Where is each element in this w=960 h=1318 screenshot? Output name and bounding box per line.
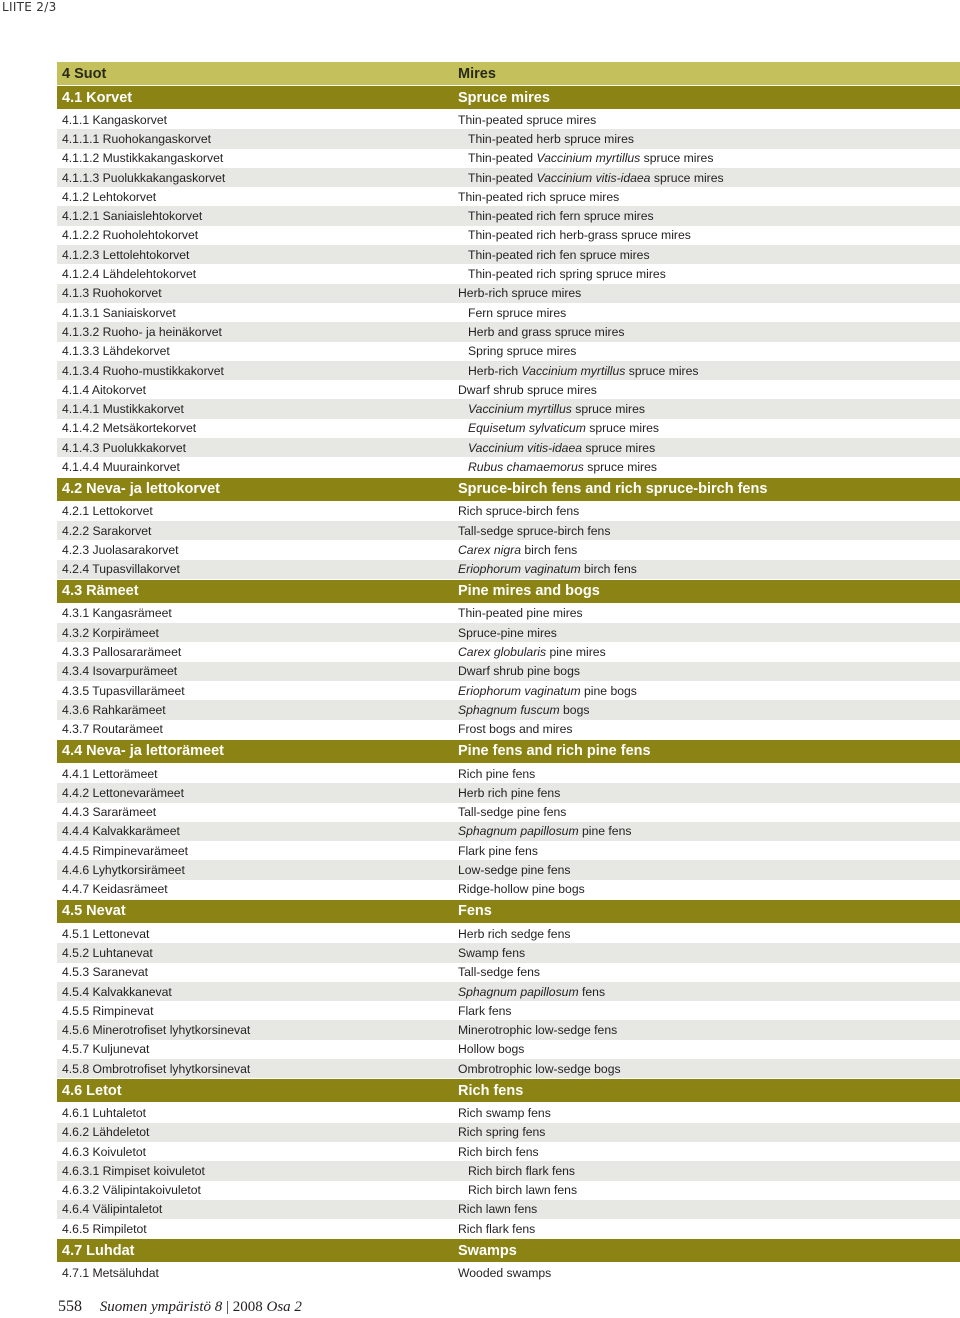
table-row [57,226,960,245]
english-term-suffix: spruce mires [625,363,699,378]
english-term-suffix: spruce mires [583,459,657,474]
finnish-term: 4.6.5 Rimpiletot [62,1221,147,1236]
english-term: Fern spruce mires [468,305,567,320]
table-row [57,803,960,822]
section-title-fi: 4.5 Nevat [62,903,126,920]
english-term: Thin-peated rich spruce mires [458,189,620,204]
finnish-term: 4.1.2.2 Ruoholehtokorvet [62,228,199,243]
table-row [57,604,960,623]
species-name: Eriophorum vaginatum [458,562,581,577]
table-row [57,642,960,661]
english-term [468,441,655,455]
english-term: Thin-peated rich fen spruce mires [468,247,650,262]
english-term: Frost bogs and mires [458,722,573,737]
english-term: Herb rich pine fens [458,785,561,800]
section-title-en: Spruce-birch fens and rich spruce-birch fens [458,481,768,498]
finnish-term: 4.4.3 Sararämeet [62,805,157,820]
table-row [57,1103,960,1122]
english-term-suffix: bogs [559,702,590,717]
table-row [57,149,960,168]
section-title-fi: 4.2 Neva- ja lettokorvet [62,481,220,498]
table-row [57,129,960,148]
finnish-term: 4.3.5 Tupasvillarämeet [62,683,185,698]
english-term: Wooded swamps [458,1266,552,1281]
english-term [458,684,637,698]
english-term-prefix: Thin-peated [468,151,537,166]
finnish-term: 4.6.1 Luhtaletot [62,1106,147,1120]
english-term: Rich birch flark fens [468,1163,576,1178]
table-row [57,720,960,739]
finnish-term: 4.4.6 Lyhytkorsirämeet [62,863,185,878]
english-term: Rich pine fens [458,766,536,781]
section-header-row [57,1079,960,1102]
finnish-term: 4.1.4.2 Metsäkortekorvet [62,421,197,436]
english-term: Thin-peated herb spruce mires [468,131,634,146]
finnish-term: 4.1.1.2 Mustikkakangaskorvet [62,151,224,166]
finnish-term: 4.7.1 Metsäluhdat [62,1266,159,1281]
english-term-suffix: pine bogs [580,683,637,698]
finnish-term: 4.6.4 Välipintaletot [62,1202,163,1217]
english-term: Thin-peated pine mires [458,606,583,621]
finnish-term: 4.5.6 Minerotrofiset lyhytkorsinevat [62,1023,251,1038]
table-row [57,700,960,719]
finnish-term: 4.2.3 Juolasarakorvet [62,542,179,557]
english-term: Low-sedge pine fens [458,863,571,878]
english-term [458,703,589,717]
english-term: Rich spring fens [458,1125,546,1140]
page-number: 558 [58,1298,82,1315]
finnish-term: 4.1.2.3 Lettolehtokorvet [62,247,190,262]
section-title-en: Pine mires and bogs [458,583,600,600]
species-name: Sphagnum fuscum [458,702,560,717]
finnish-term: 4.2.2 Sarakorvet [62,523,152,538]
finnish-term: 4.1.4.3 Puolukkakorvet [62,440,186,455]
english-term: Rich spruce-birch fens [458,504,580,519]
english-term-suffix: pine mires [546,645,606,660]
species-name: Equisetum sylvaticum [468,421,586,436]
table-row [57,361,960,380]
finnish-term: 4.1.3 Ruohokorvet [62,286,162,301]
table-row [57,457,960,476]
species-name: Sphagnum papillosum [458,824,579,839]
table-row [57,438,960,457]
finnish-term: 4.1.2 Lehtokorvet [62,189,157,204]
table-row [57,521,960,540]
table-row [57,322,960,341]
finnish-term: 4.5.7 Kuljunevat [62,1042,150,1057]
finnish-term: 4.3.2 Korpirämeet [62,625,159,640]
table-row [57,187,960,206]
finnish-term: 4.2.1 Lettokorvet [62,504,153,519]
finnish-term: 4.1.4 Aitokorvet [62,382,147,397]
section-header-row [57,86,960,109]
english-term-suffix: spruce mires [571,402,645,417]
english-term [458,985,605,999]
table-row [57,399,960,418]
english-term-suffix: spruce mires [585,421,660,436]
table-row [57,963,960,982]
table-row [57,880,960,899]
section-title-en: Spruce mires [458,89,550,106]
section-header-row [57,1239,960,1262]
section-title-en: Rich fens [458,1082,524,1099]
english-term-suffix: spruce mires [582,440,656,455]
finnish-term: 4.4.7 Keidasrämeet [62,882,168,897]
table-row [57,380,960,399]
table-row [57,1001,960,1020]
table-row [57,540,960,559]
english-term: Rich lawn fens [458,1202,538,1217]
english-term: Tall-sedge pine fens [458,805,567,820]
finnish-term: 4.1.4.4 Muurainkorvet [62,459,180,474]
species-name: Vaccinium vitis-idaea [536,170,651,185]
table-row [57,245,960,264]
section-title-en: Pine fens and rich pine fens [458,743,651,760]
finnish-term: 4.5.2 Luhtanevat [62,945,153,960]
finnish-term: 4.4.4 Kalvakkarämeet [62,824,180,839]
english-term: Ridge-hollow pine bogs [458,882,585,897]
finnish-term: 4.3.1 Kangasrämeet [62,606,172,621]
english-term: Spruce-pine mires [458,625,557,640]
footer-separator: | [226,1299,230,1315]
english-term [458,824,631,838]
table-row [57,681,960,700]
finnish-term: 4.6.3.1 Rimpiset koivuletot [62,1163,205,1178]
english-term: Herb rich sedge fens [458,926,571,941]
english-term-suffix: spruce mires [650,170,724,185]
english-term: Herb and grass spruce mires [468,324,625,339]
table-row [57,1020,960,1039]
finnish-term: 4.1.3.4 Ruoho-mustikkakorvet [62,363,224,378]
english-term: Thin-peated rich spring spruce mires [468,267,666,282]
english-term [468,402,645,416]
english-term: Thin-peated rich herb-grass spruce mires [468,228,691,243]
table-row [57,1040,960,1059]
species-name: Carex globularis [458,645,547,660]
page-footer [58,1298,302,1316]
section-header-row [57,900,960,923]
english-term [468,460,657,474]
section-title-fi: 4.4 Neva- ja lettorämeet [62,743,224,760]
finnish-term: 4.3.4 Isovarpurämeet [62,664,178,679]
finnish-term: 4.5.4 Kalvakkanevat [62,984,172,999]
section-title-en: Swamps [458,1242,517,1259]
table-row [57,623,960,642]
section-title-fi: 4.7 Luhdat [62,1242,135,1259]
section-title-fi: 4.6 Letot [62,1082,122,1099]
mire-types-table [57,61,960,1283]
english-term: Thin-peated rich fern spruce mires [468,209,654,224]
section-header-row [57,740,960,763]
table-row [57,1059,960,1078]
table-row [57,1263,960,1282]
finnish-term: 4.2.4 Tupasvillakorvet [62,562,180,577]
table-header-row [57,62,960,85]
english-term-suffix: birch fens [580,562,637,577]
section-header-row [57,478,960,501]
species-name: Vaccinium myrtillus [468,402,572,417]
table-row [57,206,960,225]
english-term: Flark pine fens [458,843,538,858]
table-row [57,1123,960,1142]
english-term-suffix: birch fens [521,542,578,557]
section-title-fi: 4.3 Rämeet [62,583,139,600]
finnish-term: 4.3.6 Rahkarämeet [62,702,166,717]
finnish-term: 4.5.3 Saranevat [62,965,149,980]
english-term-suffix: fens [578,984,606,999]
section-title-en: Fens [458,903,492,920]
table-row [57,1181,960,1200]
english-term: Rich birch fens [458,1144,539,1159]
finnish-term: 4.1.3.1 Saniaiskorvet [62,305,176,320]
table-row [57,560,960,579]
english-term [468,171,724,185]
section-header-row [57,580,960,603]
table-row [57,860,960,879]
english-term: Rich swamp fens [458,1106,551,1120]
header-en: Mires [458,65,496,82]
table-row [57,662,960,681]
english-term [458,645,606,659]
english-term: Spring spruce mires [468,344,577,359]
english-term [458,562,637,576]
finnish-term: 4.1.1.3 Puolukkakangaskorvet [62,170,226,185]
finnish-term: 4.1.2.1 Saniaislehtokorvet [62,209,203,224]
table-row [57,342,960,361]
table-row [57,1200,960,1219]
finnish-term: 4.5.1 Lettonevat [62,926,150,941]
finnish-term: 4.6.3 Koivuletot [62,1144,147,1159]
english-term: Herb-rich spruce mires [458,286,582,301]
publication-year: 2008 [232,1299,263,1315]
publication-part: Osa 2 [266,1299,302,1315]
finnish-term: 4.1.3.3 Lähdekorvet [62,344,170,359]
english-term: Ombrotrophic low-sedge bogs [458,1061,621,1076]
finnish-term: 4.4.5 Rimpinevarämeet [62,843,188,858]
finnish-term: 4.5.5 Rimpinevat [62,1003,154,1018]
table-row [57,110,960,129]
finnish-term: 4.5.8 Ombrotrofiset lyhytkorsinevat [62,1061,251,1076]
finnish-term: 4.6.3.2 Välipintakoivuletot [62,1183,201,1198]
english-term: Tall-sedge spruce-birch fens [458,523,611,538]
english-term [468,421,659,435]
english-term: Dwarf shrub pine bogs [458,664,580,679]
english-term [468,151,713,165]
table-row [57,943,960,962]
species-name: Vaccinium vitis-idaea [468,440,583,455]
english-term: Tall-sedge fens [458,965,540,980]
species-name: Vaccinium myrtillus [536,151,641,166]
table-row [57,924,960,943]
table-row [57,822,960,841]
finnish-term: 4.1.1.1 Ruohokangaskorvet [62,131,212,146]
english-term: Swamp fens [458,945,526,960]
table-row [57,1161,960,1180]
table-row [57,982,960,1001]
publication-name: Suomen ympäristö 8 [99,1299,223,1315]
finnish-term: 4.3.3 Pallosararämeet [62,645,182,660]
table-row [57,841,960,860]
table-row [57,264,960,283]
english-term-prefix: Thin-peated [468,170,537,185]
species-name: Sphagnum papillosum [458,984,579,999]
english-term-suffix: spruce mires [640,151,714,166]
table-row [57,303,960,322]
finnish-term: 4.1.2.4 Lähdelehtokorvet [62,267,197,282]
table-row [57,168,960,187]
english-term: Flark fens [458,1003,512,1018]
species-name: Rubus chamaemorus [468,459,584,474]
english-term [458,543,577,557]
finnish-term: 4.6.2 Lähdeletot [62,1125,150,1140]
table-row [57,419,960,438]
table-row [57,1142,960,1161]
finnish-term: 4.1.4.1 Mustikkakorvet [62,402,184,417]
table-row [57,502,960,521]
table-row [57,764,960,783]
english-term: Hollow bogs [458,1042,525,1057]
table-row [57,1219,960,1238]
finnish-term: 4.1.1 Kangaskorvet [62,112,168,127]
english-term: Dwarf shrub spruce mires [458,382,597,397]
header-fi: 4 Suot [62,65,107,82]
english-term: Rich flark fens [458,1221,536,1236]
english-term-prefix: Herb-rich [468,363,522,378]
english-term: Minerotrophic low-sedge fens [458,1023,618,1038]
species-name: Carex nigra [458,542,521,557]
table-row [57,783,960,802]
table-row [57,284,960,303]
english-term-suffix: pine fens [578,824,632,839]
english-term: Rich birch lawn fens [468,1183,578,1198]
finnish-term: 4.3.7 Routarämeet [62,722,163,737]
section-title-fi: 4.1 Korvet [62,89,133,106]
species-name: Eriophorum vaginatum [458,683,581,698]
finnish-term: 4.1.3.2 Ruoho- ja heinäkorvet [62,324,222,339]
finnish-term: 4.4.2 Lettonevarämeet [62,785,184,800]
finnish-term: 4.4.1 Lettorämeet [62,766,158,781]
appendix-label: LIITE 2/3 [2,0,57,14]
english-term: Thin-peated spruce mires [458,112,597,127]
english-term [468,364,699,378]
species-name: Vaccinium myrtillus [521,363,626,378]
